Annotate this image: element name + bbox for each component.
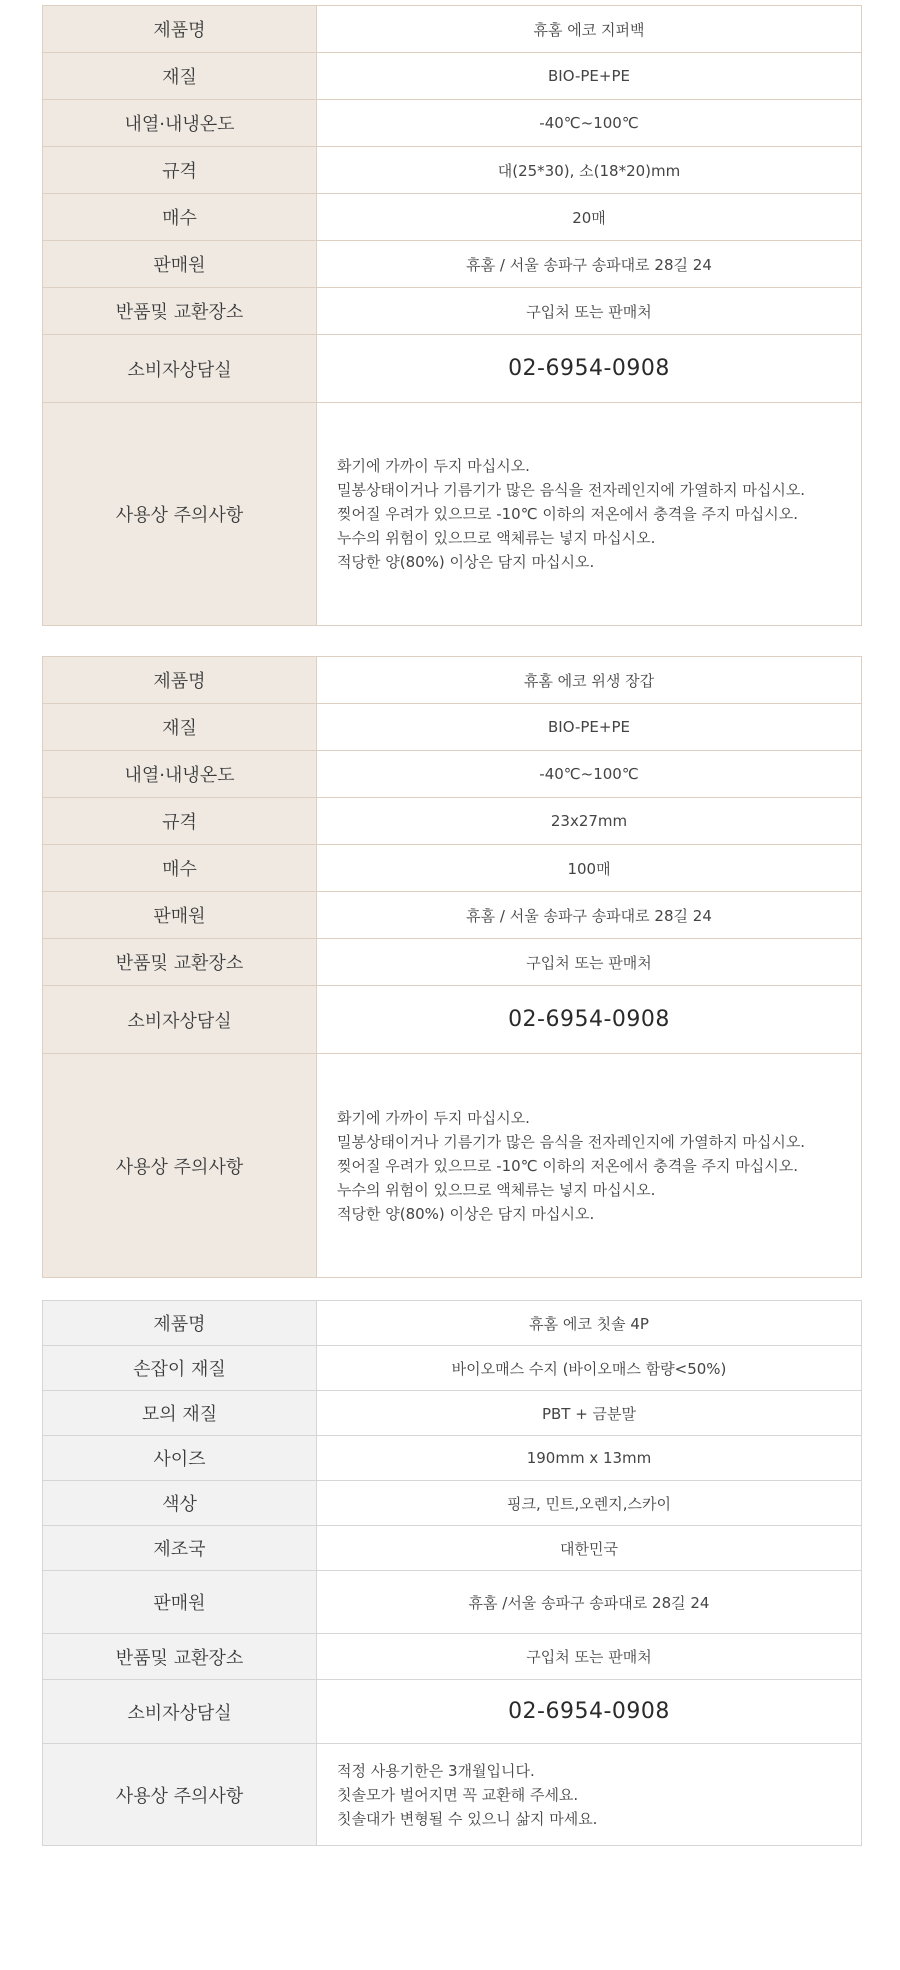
spec-value: 23x27mm <box>317 798 862 845</box>
caution-line: 칫솔모가 벌어지면 꼭 교환해 주세요. <box>337 1785 579 1804</box>
spec-label: 손잡이 재질 <box>43 1346 317 1391</box>
spec-label: 매수 <box>43 194 317 241</box>
caution-line: 화기에 가까이 두지 마십시오. <box>337 1108 530 1127</box>
spec-row-seller <box>43 892 862 939</box>
spec-label: 소비자상담실 <box>43 986 317 1054</box>
spec-row-caution <box>43 1054 862 1278</box>
spec-label: 매수 <box>43 845 317 892</box>
product-spec-table-toothbrush <box>42 1300 862 1846</box>
spec-value: 대한민국 <box>317 1526 862 1571</box>
spec-label: 사용상 주의사항 <box>43 1744 317 1846</box>
caution-line: 밀봉상태이거나 기름기가 많은 음식을 전자레인지에 가열하지 마십시오. <box>337 481 806 499</box>
spec-value: 휴홈 /서울 송파구 송파대로 28길 24 <box>317 1571 862 1634</box>
spec-label: 제조국 <box>43 1526 317 1571</box>
caution-line: 찢어질 우려가 있으므로 -10℃ 이하의 저온에서 충격을 주지 마십시오. <box>337 1156 799 1175</box>
spec-value: 휴홈 에코 위생 장갑 <box>317 657 862 704</box>
spec-row-return-place <box>43 1634 862 1680</box>
spec-row-count <box>43 845 862 892</box>
spec-row-return-place <box>43 939 862 986</box>
customer-service-phone: 02-6954-0908 <box>317 986 862 1054</box>
spec-label: 규격 <box>43 798 317 845</box>
spec-value: 구입처 또는 판매처 <box>317 939 862 986</box>
spec-label: 모의 재질 <box>43 1391 317 1436</box>
caution-line: 찢어질 우려가 있으므로 -10℃ 이하의 저온에서 충격을 주지 마십시오. <box>337 505 799 523</box>
caution-notes <box>317 1744 862 1846</box>
caution-line: 누수의 위험이 있으므로 액체류는 넣지 마십시오. <box>337 1180 656 1199</box>
spec-label: 판매원 <box>43 1571 317 1634</box>
caution-notes <box>317 1054 862 1278</box>
spec-row-handle-material <box>43 1346 862 1391</box>
spec-row-return-place <box>43 288 862 335</box>
spec-label: 규격 <box>43 147 317 194</box>
spec-value: 100매 <box>317 845 862 892</box>
spec-row-customer-service <box>43 986 862 1054</box>
spec-value: 대(25*30), 소(18*20)mm <box>317 147 862 194</box>
spec-value: BIO-PE+PE <box>317 704 862 751</box>
caution-line: 적정 사용기한은 3개월입니다. <box>337 1761 535 1780</box>
spec-row-customer-service <box>43 1680 862 1744</box>
spec-label: 판매원 <box>43 241 317 288</box>
spec-value: 휴홈 에코 지퍼백 <box>317 6 862 53</box>
spec-value: 20매 <box>317 194 862 241</box>
spec-row-country <box>43 1526 862 1571</box>
spec-value: 휴홈 / 서울 송파구 송파대로 28길 24 <box>317 892 862 939</box>
spec-label: 제품명 <box>43 1301 317 1346</box>
caution-line: 밀봉상태이거나 기름기가 많은 음식을 전자레인지에 가열하지 마십시오. <box>337 1132 806 1151</box>
spec-row-product-name <box>43 657 862 704</box>
spec-label: 반품및 교환장소 <box>43 939 317 986</box>
spec-label: 재질 <box>43 704 317 751</box>
spec-value: 구입처 또는 판매처 <box>317 1634 862 1680</box>
spec-row-caution <box>43 1744 862 1846</box>
spec-row-temperature <box>43 100 862 147</box>
spec-label: 내열·내냉온도 <box>43 100 317 147</box>
spec-value: BIO-PE+PE <box>317 53 862 100</box>
spec-value: PBT + 금분말 <box>317 1391 862 1436</box>
spec-label: 반품및 교환장소 <box>43 1634 317 1680</box>
spec-label: 소비자상담실 <box>43 1680 317 1744</box>
spec-row-size <box>43 147 862 194</box>
caution-notes <box>317 403 862 626</box>
spec-row-temperature <box>43 751 862 798</box>
spec-label: 제품명 <box>43 6 317 53</box>
spec-value: 휴홈 에코 칫솔 4P <box>317 1301 862 1346</box>
customer-service-phone: 02-6954-0908 <box>317 335 862 403</box>
spec-value: -40℃~100℃ <box>317 751 862 798</box>
spec-label: 판매원 <box>43 892 317 939</box>
spec-label: 사용상 주의사항 <box>43 403 317 626</box>
customer-service-phone: 02-6954-0908 <box>317 1680 862 1744</box>
spec-row-material <box>43 53 862 100</box>
spec-value: 휴홈 / 서울 송파구 송파대로 28길 24 <box>317 241 862 288</box>
spec-label: 소비자상담실 <box>43 335 317 403</box>
spec-label: 반품및 교환장소 <box>43 288 317 335</box>
spec-value: 구입처 또는 판매처 <box>317 288 862 335</box>
product-spec-table-gloves <box>42 656 862 1278</box>
spec-row-product-name <box>43 1301 862 1346</box>
spec-row-seller <box>43 1571 862 1634</box>
spec-row-product-name <box>43 6 862 53</box>
caution-line: 화기에 가까이 두지 마십시오. <box>337 457 530 475</box>
spec-label: 사용상 주의사항 <box>43 1054 317 1278</box>
spec-value: 바이오매스 수지 (바이오매스 함량<50%) <box>317 1346 862 1391</box>
spec-label: 재질 <box>43 53 317 100</box>
spec-row-material <box>43 704 862 751</box>
spec-row-size <box>43 1436 862 1481</box>
spec-row-customer-service <box>43 335 862 403</box>
caution-line: 누수의 위험이 있으므로 액체류는 넣지 마십시오. <box>337 529 656 547</box>
spec-value: -40℃~100℃ <box>317 100 862 147</box>
spec-label: 제품명 <box>43 657 317 704</box>
spec-label: 색상 <box>43 1481 317 1526</box>
caution-line: 적당한 양(80%) 이상은 담지 마십시오. <box>337 553 595 571</box>
caution-line: 적당한 양(80%) 이상은 담지 마십시오. <box>337 1204 595 1223</box>
spec-row-color <box>43 1481 862 1526</box>
spec-label: 내열·내냉온도 <box>43 751 317 798</box>
spec-value: 핑크, 민트,오렌지,스카이 <box>317 1481 862 1526</box>
spec-value: 190mm x 13mm <box>317 1436 862 1481</box>
caution-line: 칫솔대가 변형될 수 있으니 삶지 마세요. <box>337 1809 598 1828</box>
spec-label: 사이즈 <box>43 1436 317 1481</box>
spec-row-caution <box>43 403 862 626</box>
spec-row-seller <box>43 241 862 288</box>
spec-row-bristle-material <box>43 1391 862 1436</box>
spec-row-size <box>43 798 862 845</box>
product-spec-table-zipper-bag <box>42 5 862 626</box>
spec-row-count <box>43 194 862 241</box>
